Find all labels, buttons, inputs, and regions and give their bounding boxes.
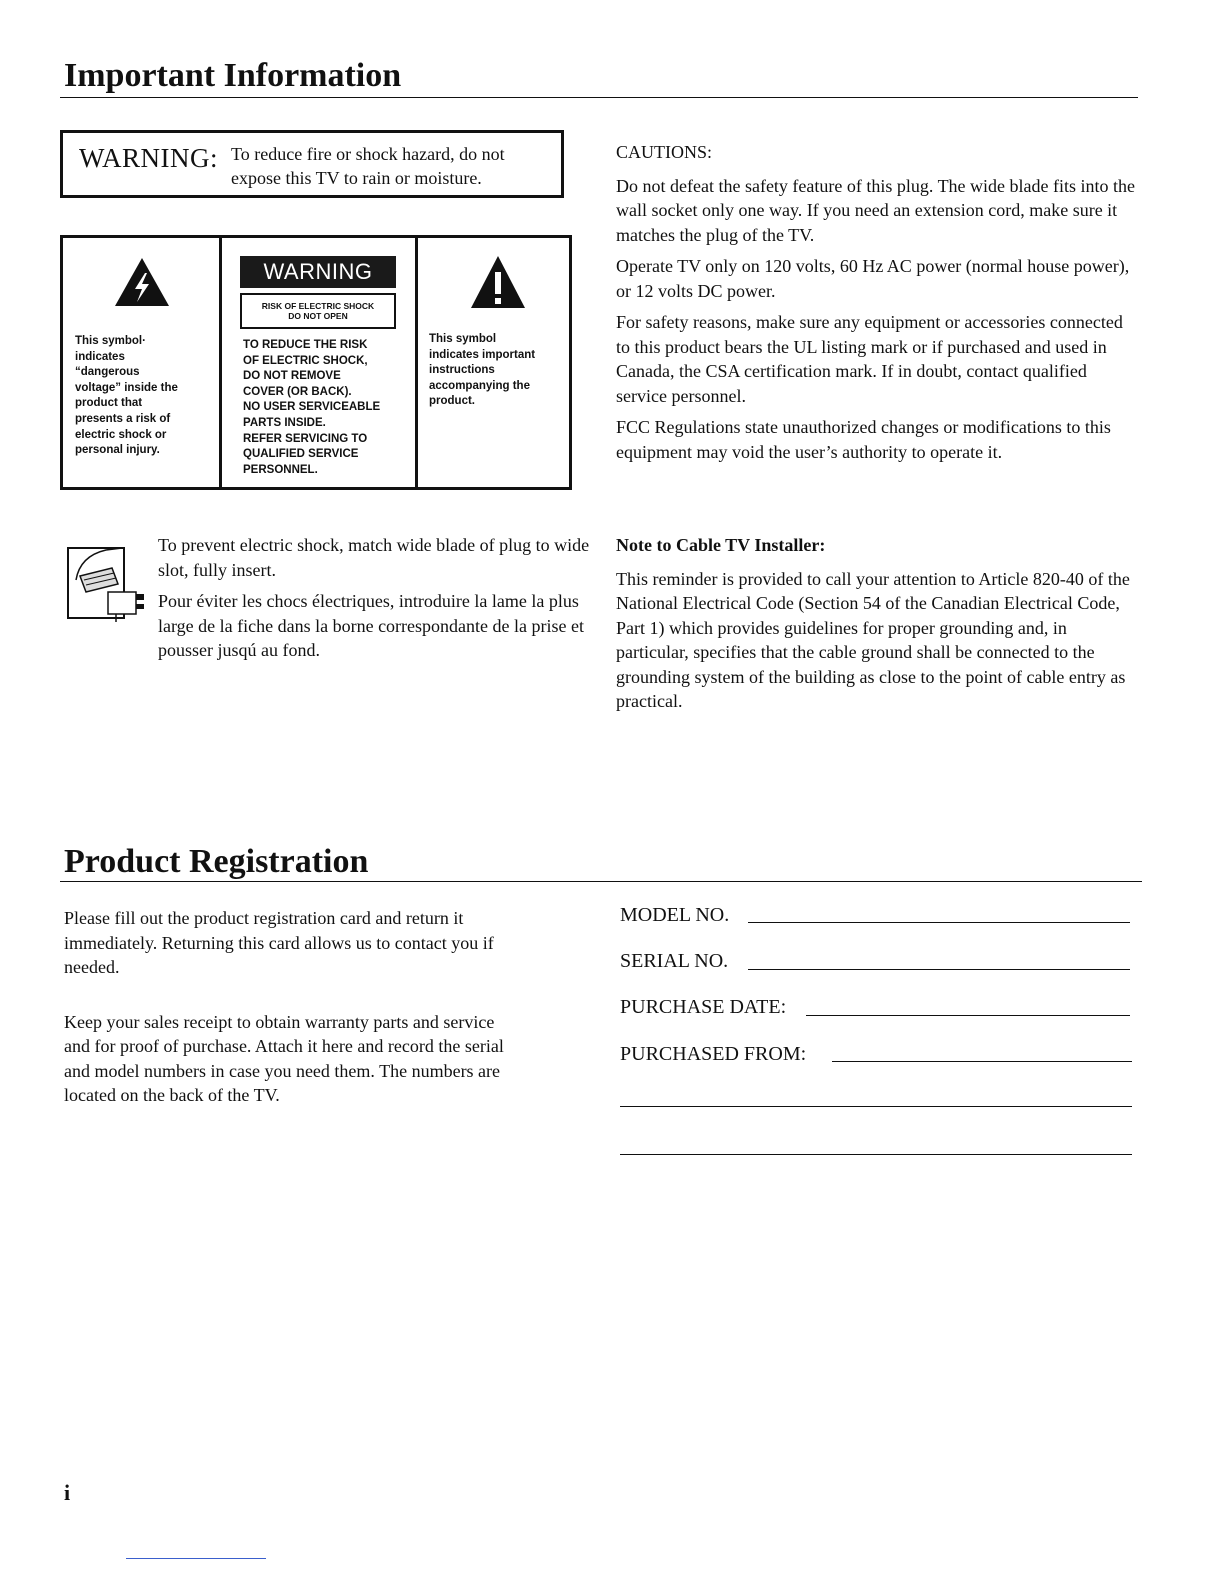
purchase-date-field[interactable]	[620, 994, 786, 1020]
registration-para: Please fill out the product registration card and return it immediately. Returning this card allows us to contact you if needed.	[64, 908, 494, 977]
plug-text-en: To prevent electric shock, match wide blade of plug to wide slot, fully insert.	[158, 535, 590, 580]
polarized-plug-icon	[66, 540, 150, 624]
cable-note-text: This reminder is provided to call your attention to Article 820-40 of the National Electrical Code (Section 54 of the Canadian Electrical Code, Part 1) which provides guidelines for proper grounding and, in particular, specifies that the cable ground shall be connected to the grounding system of the building as close to the point of cable entry as practical.	[616, 568, 1130, 711]
symbol-left-line: personal injury.	[75, 444, 160, 457]
symbol-left-line: indicates	[75, 350, 125, 363]
warning-label: WARNING:	[79, 143, 218, 173]
cable-note-title: Note to Cable TV Installer:	[616, 535, 826, 555]
center-line: DO NOT REMOVE	[243, 370, 341, 383]
symbol-left-desc	[75, 334, 215, 459]
center-line: REFER SERVICING TO	[243, 432, 368, 445]
extra-line	[620, 1106, 1132, 1107]
registration-text	[64, 906, 514, 1115]
symbol-left-line: voltage” inside the	[75, 381, 178, 394]
risk-line: DO NOT OPEN	[288, 311, 348, 321]
section-title-registration: Product Registration	[64, 843, 369, 880]
risk-line: RISK OF ELECTRIC SHOCK	[261, 301, 375, 311]
page-number: i	[64, 1480, 71, 1505]
cable-installer-note	[616, 533, 1141, 721]
center-line: PARTS INSIDE.	[243, 416, 326, 429]
model-no-label: MODEL NO.	[620, 904, 730, 926]
symbol-left-line: “dangerous	[75, 366, 140, 379]
warning-banner: WARNING	[240, 256, 396, 288]
table-divider	[219, 238, 222, 487]
center-line: QUALIFIED SERVICE	[243, 448, 359, 461]
warning-box	[60, 130, 564, 198]
center-line: TO REDUCE THE RISK	[243, 339, 368, 351]
symbol-right-line: indicates important	[429, 348, 536, 361]
center-line: OF ELECTRIC SHOCK,	[243, 354, 368, 367]
warning-text: To reduce fire or shock hazard, do not expose this TV to rain or moisture.	[231, 144, 505, 188]
model-no-line	[748, 922, 1130, 923]
center-line: PERSONNEL.	[243, 463, 318, 476]
center-line: COVER (OR BACK).	[243, 385, 352, 398]
plug-instructions	[158, 533, 598, 670]
center-instructions	[243, 338, 413, 478]
serial-no-field[interactable]	[620, 948, 728, 974]
purchased-from-label: PURCHASED FROM:	[620, 1043, 807, 1065]
lightning-warning-icon	[113, 256, 171, 308]
caution-item: Do not defeat the safety feature of this plug. The wide blade fits into the wall socket only one way. If you need an extension cord, make sure it matches the plug of the TV.	[616, 175, 1136, 245]
title-rule	[60, 97, 1138, 98]
symbol-right-line: instructions	[429, 364, 495, 377]
caution-item: Operate TV only on 120 volts, 60 Hz AC power (normal house power), or 12 volts DC power.	[616, 256, 1130, 301]
purchased-from-line	[832, 1061, 1132, 1062]
cautions-section	[616, 140, 1141, 471]
model-no-field[interactable]	[620, 902, 729, 928]
safety-symbols-table	[60, 235, 572, 490]
section-title-important: Important Information	[64, 57, 402, 94]
plug-text-fr: Pour éviter les chocs électriques, introduire la lame la plus large de la fiche dans la borne correspondante de la prise et pousser jusqú au fond.	[158, 591, 584, 660]
registration-para: Keep your sales receipt to obtain warranty parts and service and for proof of purchase. Attach it here and record the serial and model numbers in case you need them. The numbers are located on the back of the TV.	[64, 1011, 504, 1105]
serial-no-line	[748, 969, 1130, 970]
symbol-left-line: This symbol·	[75, 335, 146, 347]
symbol-right-line: This symbol	[429, 333, 497, 345]
exclamation-warning-icon	[469, 254, 527, 310]
table-divider	[415, 238, 418, 487]
purchased-from-field[interactable]	[620, 1041, 806, 1067]
serial-no-label: SERIAL NO.	[620, 950, 729, 972]
symbol-right-line: accompanying the	[429, 379, 530, 392]
symbol-right-desc	[429, 332, 569, 410]
symbol-left-line: product that	[75, 397, 143, 410]
extra-line	[620, 1154, 1132, 1155]
title-rule	[60, 881, 1142, 882]
risk-label-box	[240, 293, 396, 329]
symbol-left-line: electric shock or	[75, 428, 167, 441]
purchase-date-line	[806, 1015, 1130, 1016]
footer-rule	[126, 1558, 266, 1559]
caution-item: For safety reasons, make sure any equipment or accessories connected to this product bears the UL listing mark or if purchased and used in Canada, the CSA certification mark. If in doubt, contact qualified service personnel.	[616, 312, 1123, 406]
purchase-date-label: PURCHASE DATE:	[620, 996, 787, 1018]
symbol-left-line: presents a risk of	[75, 412, 171, 425]
center-line: NO USER SERVICEABLE	[243, 401, 381, 414]
cautions-title: CAUTIONS:	[616, 142, 713, 162]
caution-item: FCC Regulations state unauthorized changes or modifications to this equipment may void the user’s authority to operate it.	[616, 417, 1111, 462]
symbol-right-line: product.	[429, 395, 475, 408]
